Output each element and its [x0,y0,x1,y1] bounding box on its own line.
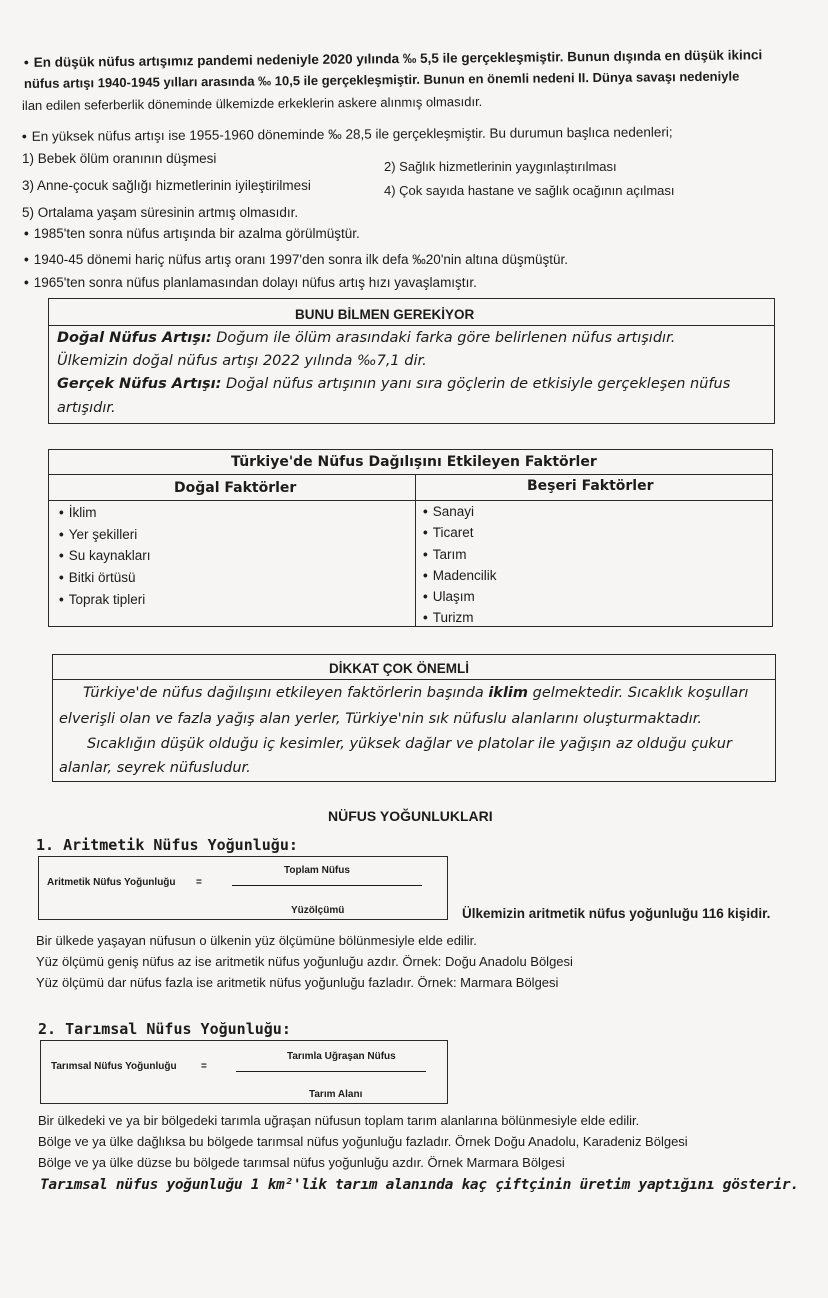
real-increase-text: Doğal nüfus artışının yanı sıra göçlerin de etkisiyle gerçekleşen nüfus [221,376,731,392]
agri-line-2: Bölge ve ya ülke dağlıksa bu bölgede tarımsal nüfus yoğunluğu fazladır. Örnek Doğu Anadolu, Karadeniz Bölgesi [38,1134,688,1149]
bullet-1985: • 1985'ten sonra nüfus artışında bir azalma görülmüştür. [24,225,360,242]
real-increase-def-cont: artışıdır. [57,400,116,416]
human-factor-item: • Ticaret [423,524,474,541]
factors-table [48,449,773,627]
real-increase-def [57,376,730,392]
attention-line-2: elverişli olan ve fazla yağış alan yerler, Türkiye'nin sık nüfuslu alanlarını oluşturmaktadır. [59,711,702,727]
natural-factor-item: • Bitki örtüsü [59,569,136,586]
real-increase-term: Gerçek Nüfus Artışı: [57,376,222,392]
bullet-1965: • 1965'ten sonra nüfus planlamasından dolayı nüfus artış hızı yavaşlamıştır. [24,274,477,291]
attention-line-1 [83,685,748,701]
reason-4: 4) Çok sayıda hastane ve sağlık ocağının açılması [384,183,675,198]
must-know-divider [49,325,774,326]
factors-divider-top [49,474,772,475]
agri-formula-box [40,1040,448,1104]
arith-formula-label: Aritmetik Nüfus Yoğunluğu [47,877,176,888]
human-factor-item: • Sanayi [423,503,474,520]
attention-line-4: alanlar, seyrek nüfusludur. [59,760,251,776]
agri-line-1: Bir ülkedeki ve ya bir bölgedeki tarımla uğraşan nüfusun toplam tarım alanlarına bölünmesiyle elde edilir. [38,1113,640,1128]
reason-1: 1) Bebek ölüm oranının düşmesi [22,151,217,166]
natural-factor-item: • İklim [59,504,96,521]
arith-equals: = [196,877,202,888]
human-factor-item: • Ulaşım [423,588,475,605]
factors-column-divider [415,475,416,626]
attention-line-3: Sıcaklığın düşük olduğu iç kesimler, yüksek dağlar ve platolar ile yağışın az olduğu çukur [87,736,732,752]
reason-3: 3) Anne-çocuk sağlığı hizmetlerinin iyileştirilmesi [22,178,311,193]
agri-fraction-line [236,1071,426,1072]
attention-line-1a: Türkiye'de nüfus dağılışını etkileyen faktörlerin başında [83,685,489,701]
arith-formula-box [38,856,448,920]
arith-fraction-line [232,885,422,886]
natural-increase-text: Doğum ile ölüm arasındaki farka göre belirlenen nüfus artışıdır. [211,330,676,346]
factors-title: Türkiye'de Nüfus Dağılışını Etkileyen Faktörler [231,454,597,470]
agri-numerator: Tarımla Uğraşan Nüfus [287,1051,396,1062]
reason-2: 2) Sağlık hizmetlerinin yaygınlaştırılması [384,159,617,174]
agri-line-3: Bölge ve ya ülke düzse bu bölgede tarımsal nüfus yoğunluğu azdır. Örnek Marmara Bölgesi [38,1155,565,1170]
natural-factor-item: • Toprak tipleri [59,591,145,608]
natural-increase-2022: Ülkemizin doğal nüfus artışı 2022 yılında ‰7,1 dir. [57,353,427,369]
arith-line-1: Bir ülkede yaşayan nüfusun o ülkenin yüz ölçümüne bölünmesiyle elde edilir. [36,933,477,948]
attention-title: DİKKAT ÇOK ÖNEMLİ [329,661,469,676]
arith-heading: 1. Aritmetik Nüfus Yoğunluğu: [36,836,298,854]
intro-line-2: nüfus artışı 1940-1945 yılları arasında ‰ 10,5 ile gerçekleşmiştir. Bunun en önemli nedeni II. Dünya savaşı nedeniyle [23,68,740,91]
reason-5: 5) Ortalama yaşam süresinin artmış olmasıdır. [22,205,299,220]
agri-final-note: Tarımsal nüfus yoğunluğu 1 km²'lik tarım alanında kaç çiftçinin üretim yaptığını gösterir. [40,1177,799,1193]
agri-heading: 2. Tarımsal Nüfus Yoğunluğu: [38,1020,291,1038]
arith-line-2: Yüz ölçümü geniş nüfus az ise aritmetik nüfus yoğunluğu azdır. Örnek: Doğu Anadolu Bölgesi [36,954,573,969]
intro-line-1: • En düşük nüfus artışımız pandemi nedeniyle 2020 yılında ‰ 5,5 ile gerçekleşmiştir. Bunun dışında en düşük ikinci [24,46,762,71]
arith-numerator: Toplam Nüfus [284,865,350,876]
natural-factors-header: Doğal Faktörler [174,480,297,496]
intro-line-3: ilan edilen seferberlik döneminde ülkemizde erkeklerin askere alınmış olmasıdır. [21,93,483,113]
human-factor-item: • Turizm [423,609,473,626]
attention-line-1c: gelmektedir. Sıcaklık koşulları [528,685,749,701]
intro-line-4: • En yüksek nüfus artışı ise 1955-1960 döneminde ‰ 28,5 ile gerçekleşmiştir. Bu durumun başlıca nedenleri; [22,123,673,145]
attention-box [52,654,776,782]
bullet-1997: • 1940-45 dönemi hariç nüfus artış oranı 1997'den sonra ilk defa ‰20'nin altına düşmüştür. [24,251,568,268]
agri-denominator: Tarım Alanı [309,1089,363,1100]
attention-keyword: iklim [488,685,528,701]
natural-factor-item: • Yer şekilleri [59,526,137,543]
must-know-box [48,298,775,424]
factors-divider-header [49,500,772,501]
natural-factor-item: • Su kaynakları [59,547,151,564]
must-know-title: BUNU BİLMEN GEREKİYOR [295,307,475,322]
natural-increase-def [57,330,675,346]
human-factor-item: • Madencilik [423,567,497,584]
density-title: NÜFUS YOĞUNLUKLARI [328,808,493,824]
natural-increase-term: Doğal Nüfus Artışı: [57,330,212,346]
human-factors-header: Beşeri Faktörler [527,478,654,494]
arith-note: Ülkemizin aritmetik nüfus yoğunluğu 116 kişidir. [462,906,771,921]
arith-denominator: Yüzölçümü [291,905,345,916]
agri-equals: = [201,1061,207,1072]
attention-divider [53,679,775,680]
arith-line-3: Yüz ölçümü dar nüfus fazla ise aritmetik nüfus yoğunluğu fazladır. Örnek: Marmara Bölgesi [36,975,559,990]
agri-formula-label: Tarımsal Nüfus Yoğunluğu [51,1061,177,1072]
human-factor-item: • Tarım [423,546,466,563]
